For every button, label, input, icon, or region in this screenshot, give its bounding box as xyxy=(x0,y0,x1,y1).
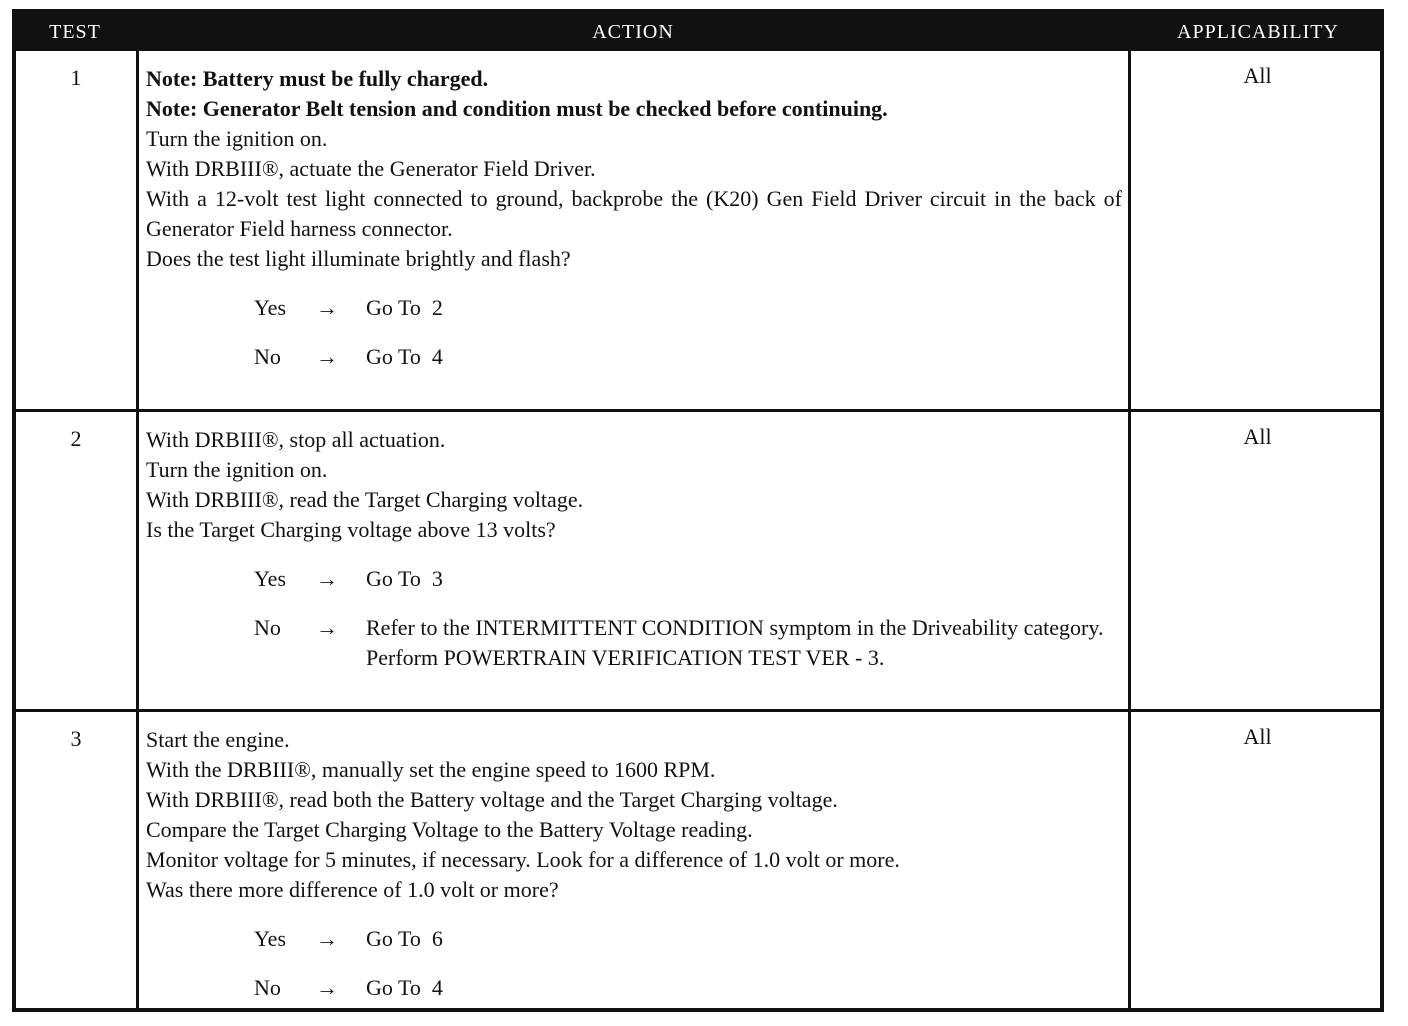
table-row xyxy=(16,51,1380,409)
table-row xyxy=(16,709,1380,1008)
choice-no xyxy=(146,973,1122,1003)
choice-action: Go To 2 xyxy=(366,295,443,320)
choice-no xyxy=(146,613,1122,703)
choice-label: Yes xyxy=(254,566,287,591)
step-line: With DRBIII®, actuate the Generator Field Driver. xyxy=(146,156,596,181)
table-header xyxy=(16,13,1380,51)
applicability-cell: All xyxy=(1243,424,1272,449)
header-test: TEST xyxy=(49,21,101,43)
choice-label: No xyxy=(254,344,281,369)
column-divider xyxy=(136,51,139,1008)
step-line: Turn the ignition on. xyxy=(146,126,328,151)
arrow-icon: → xyxy=(316,566,338,591)
choice-action-text: Refer to the INTERMITTENT CONDITION symptom in the Driveability category. xyxy=(366,615,1104,640)
question-line: Does the test light illuminate brightly and flash? xyxy=(146,246,571,271)
action-cell xyxy=(146,425,1122,703)
step-line: With the DRBIII®, manually set the engine speed to 1600 RPM. xyxy=(146,757,716,782)
step-line: Monitor voltage for 5 minutes, if necessary. Look for a difference of 1.0 volt or more. xyxy=(146,847,900,872)
choice-label: Yes xyxy=(254,295,287,320)
choice-yes xyxy=(146,293,1122,323)
choice-action: Go To 3 xyxy=(366,566,443,591)
step-line: With a 12-volt test light connected to ground, backprobe the (K20) Gen Field Driver circuit in the back of Generator Field harness connector. xyxy=(146,186,1122,241)
arrow-icon: → xyxy=(316,295,338,320)
choice-action: Go To 4 xyxy=(366,344,443,369)
arrow-icon: → xyxy=(316,344,338,369)
step-line: With DRBIII®, stop all actuation. xyxy=(146,427,446,452)
question-line: Was there more difference of 1.0 volt or more? xyxy=(146,877,559,902)
arrow-icon: → xyxy=(316,975,338,1000)
choice-label: No xyxy=(254,615,281,640)
choice-action: Go To 4 xyxy=(366,975,443,1000)
header-applicability: APPLICABILITY xyxy=(1177,21,1339,43)
table-row xyxy=(16,409,1380,712)
choice-action xyxy=(366,613,1122,673)
note-line: Note: Battery must be fully charged. xyxy=(146,66,489,91)
choice-yes xyxy=(146,564,1122,594)
question-line: Is the Target Charging voltage above 13 volts? xyxy=(146,517,556,542)
choice-action-text: Perform POWERTRAIN VERIFICATION TEST VER - 3. xyxy=(366,645,885,670)
choice-label: No xyxy=(254,975,281,1000)
action-cell xyxy=(146,725,1122,1003)
arrow-icon: → xyxy=(316,926,338,951)
step-line: With DRBIII®, read both the Battery voltage and the Target Charging voltage. xyxy=(146,787,838,812)
test-number: 1 xyxy=(70,65,82,90)
step-line: With DRBIII®, read the Target Charging voltage. xyxy=(146,487,584,512)
step-line: Start the engine. xyxy=(146,727,290,752)
choice-label: Yes xyxy=(254,926,287,951)
step-line: Compare the Target Charging Voltage to the Battery Voltage reading. xyxy=(146,817,753,842)
test-number: 2 xyxy=(70,426,82,451)
column-divider xyxy=(1128,51,1131,1008)
arrow-icon: → xyxy=(316,615,338,640)
test-number: 3 xyxy=(70,726,82,751)
choice-no xyxy=(146,342,1122,372)
header-action: ACTION xyxy=(592,21,674,43)
choice-yes xyxy=(146,924,1122,954)
applicability-cell: All xyxy=(1243,724,1272,749)
choice-action: Go To 6 xyxy=(366,926,443,951)
applicability-cell: All xyxy=(1243,63,1272,88)
action-cell xyxy=(146,64,1122,372)
step-line: Turn the ignition on. xyxy=(146,457,328,482)
note-line: Note: Generator Belt tension and condition must be checked before continuing. xyxy=(146,96,888,121)
diagnostic-table xyxy=(12,9,1384,1012)
